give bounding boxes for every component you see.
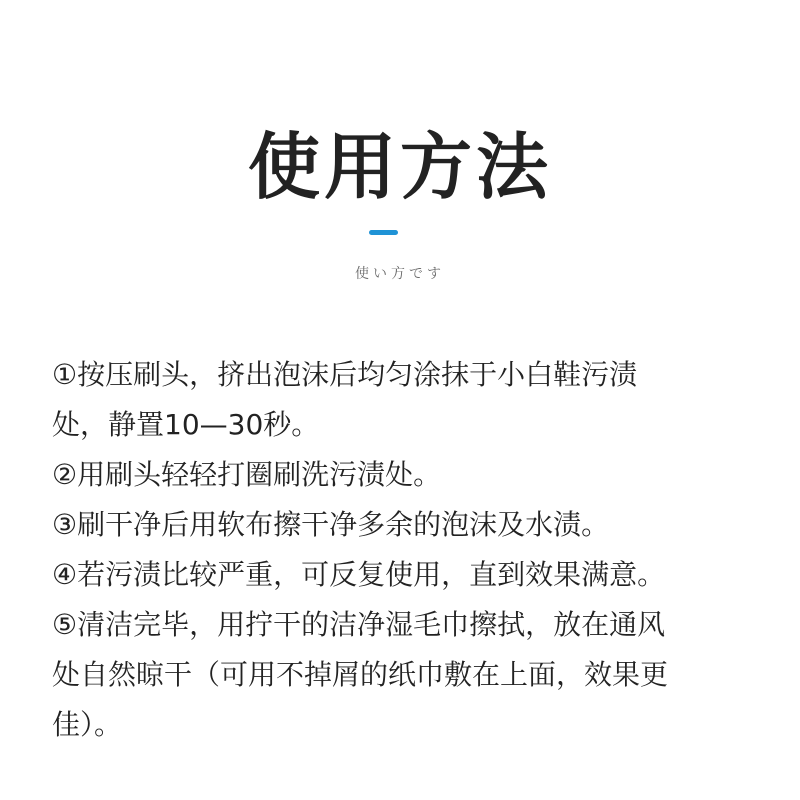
step-3 xyxy=(52,500,732,550)
step-4 xyxy=(52,550,732,600)
title-accent-bar xyxy=(369,230,398,235)
step-1 xyxy=(52,350,732,450)
step-5-line-1: ⑤清洁完毕，用拧干的洁净湿毛巾擦拭，放在通风 xyxy=(52,608,666,641)
instruction-steps xyxy=(52,350,732,750)
step-2 xyxy=(52,450,732,500)
step-3-line-1: ③刷干净后用软布擦干净多余的泡沫及水渍。 xyxy=(52,508,610,541)
step-1-line-2: 处，静置10—30秒。 xyxy=(52,408,320,441)
step-5-line-3: 佳）。 xyxy=(52,708,123,741)
step-1-line-1: ①按压刷头，挤出泡沫后均匀涂抹于小白鞋污渍 xyxy=(52,358,638,391)
step-2-line-1: ②用刷头轻轻打圈刷洗污渍处。 xyxy=(52,458,442,491)
page-subtitle: 使い方です xyxy=(355,266,445,282)
page-title: 使用方法 xyxy=(247,125,552,209)
step-5 xyxy=(52,600,732,750)
step-5-line-2: 处自然晾干（可用不掉屑的纸巾敷在上面，效果更 xyxy=(52,658,669,691)
step-4-line-1: ④若污渍比较严重，可反复使用，直到效果满意。 xyxy=(52,558,666,591)
